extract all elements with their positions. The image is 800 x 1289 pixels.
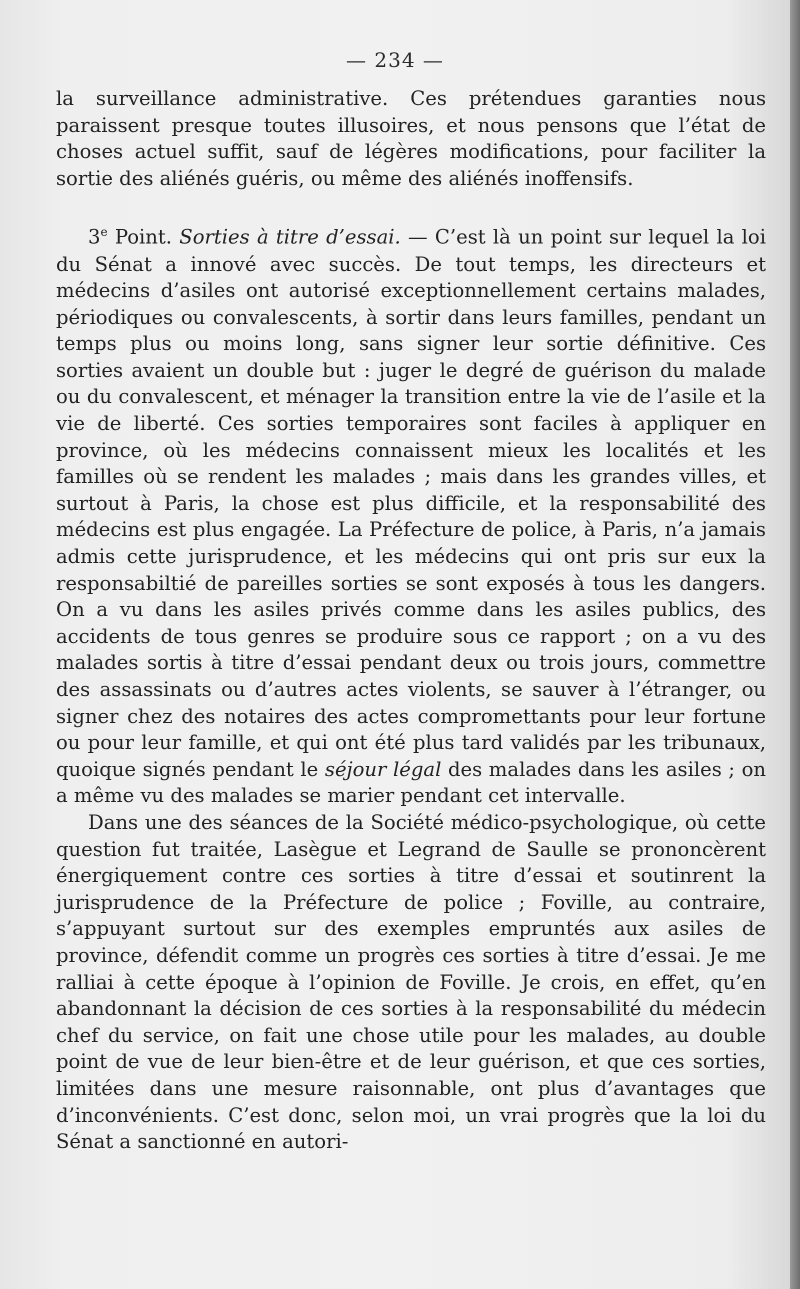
paragraph-point-3 (56, 219, 766, 810)
paragraph-societe: Dans une des séances de la Société médico-psychologique, où cette question fut traitée, Lasègue et Legrand de Saulle se prononcèrent énergiquement contre ces sorties à titre d’essai et soutinrent la jurisprudence de la Préfecture de police ; Foville, au contraire, s’appuyant surtout sur des exemples empruntés aux asiles de province, défendit comme un progrès ces sorties à titre d’essai. Je me ralliai à cette époque à l’opinion de Foville. Je crois, en effet, qu’en abandonnant la décision de ces sorties à la responsabilité du médecin chef du service, on fait une chose utile pour les malades, au double point de vue de leur bien-être et de leur guérison, et que ces sorties, limitées dans une mesure raisonnable, ont plus d’avantages que d’inconvénients. C’est donc, selon moi, un vrai progrès que la loi du Sénat a sanctionné en autori- (56, 810, 766, 1154)
body-text (56, 86, 766, 1156)
point-ordinal-suffix: e (100, 225, 108, 240)
page-number: — 234 — (346, 48, 444, 72)
point-number: 3 (88, 225, 101, 249)
point-word: Point. (107, 225, 180, 249)
paragraph-gap (56, 192, 766, 219)
italic-phrase: séjour légal (324, 757, 442, 781)
page-edge-shadow (790, 0, 800, 1289)
paragraph-text-b: des malades dans les asiles ; on a même vu des malades se marier pendant cet intervalle. (56, 757, 767, 808)
paragraph-continuation: la surveillance administrative. Ces prétendues garanties nous paraissent presque toutes illusoires, et nous pensons que l’état de choses actuel suffit, sauf de légères modifications, pour faciliter la sortie des aliénés guéris, ou même des aliénés inoffensifs. (56, 87, 766, 190)
paragraph-text-a: — C’est là un point sur lequel la loi du Sénat a innové avec succès. De tout temps, les directeurs et médecins d’asiles ont autorisé exceptionnellement certains malades, périodiques ou convalescents, à sortir dans leurs familles, pendant un temps plus ou moins long, sans signer leur sortie définitive. Ces sorties avaient un double but : juger le degré de guérison du malade ou du convalescent, et ménager la transition entre la vie de l’asile et la vie de liberté. Ces sorties temporaires sont faciles à appliquer en province, où les médecins connaissent mieux les localités et les familles où se rendent les malades ; mais dans les grandes villes, et surtout à Paris, la chose est plus difficile, et la responsabilité des médecins est plus engagée. La Préfecture de police, à Paris, n’a jamais admis cette jurisprudence, et les médecins qui ont pris sur eux la responsabiltié de pareilles sorties se sont exposés à tous les dangers. On a vu dans les asiles privés comme dans les asiles publics, des accidents de tous genres se produire sous ce rapport ; on a vu des malades sortis à titre d’essai pendant deux ou trois jours, commettre des assassinats ou d’autres actes violents, se sauver à l’étranger, ou signer chez des notaires des actes compromettants pour leur fortune ou pour leur famille, et qui ont été plus tard validés par les tribunaux, quoique signés pendant le (56, 225, 766, 781)
section-title: Sorties à titre d’essai. (179, 225, 401, 249)
